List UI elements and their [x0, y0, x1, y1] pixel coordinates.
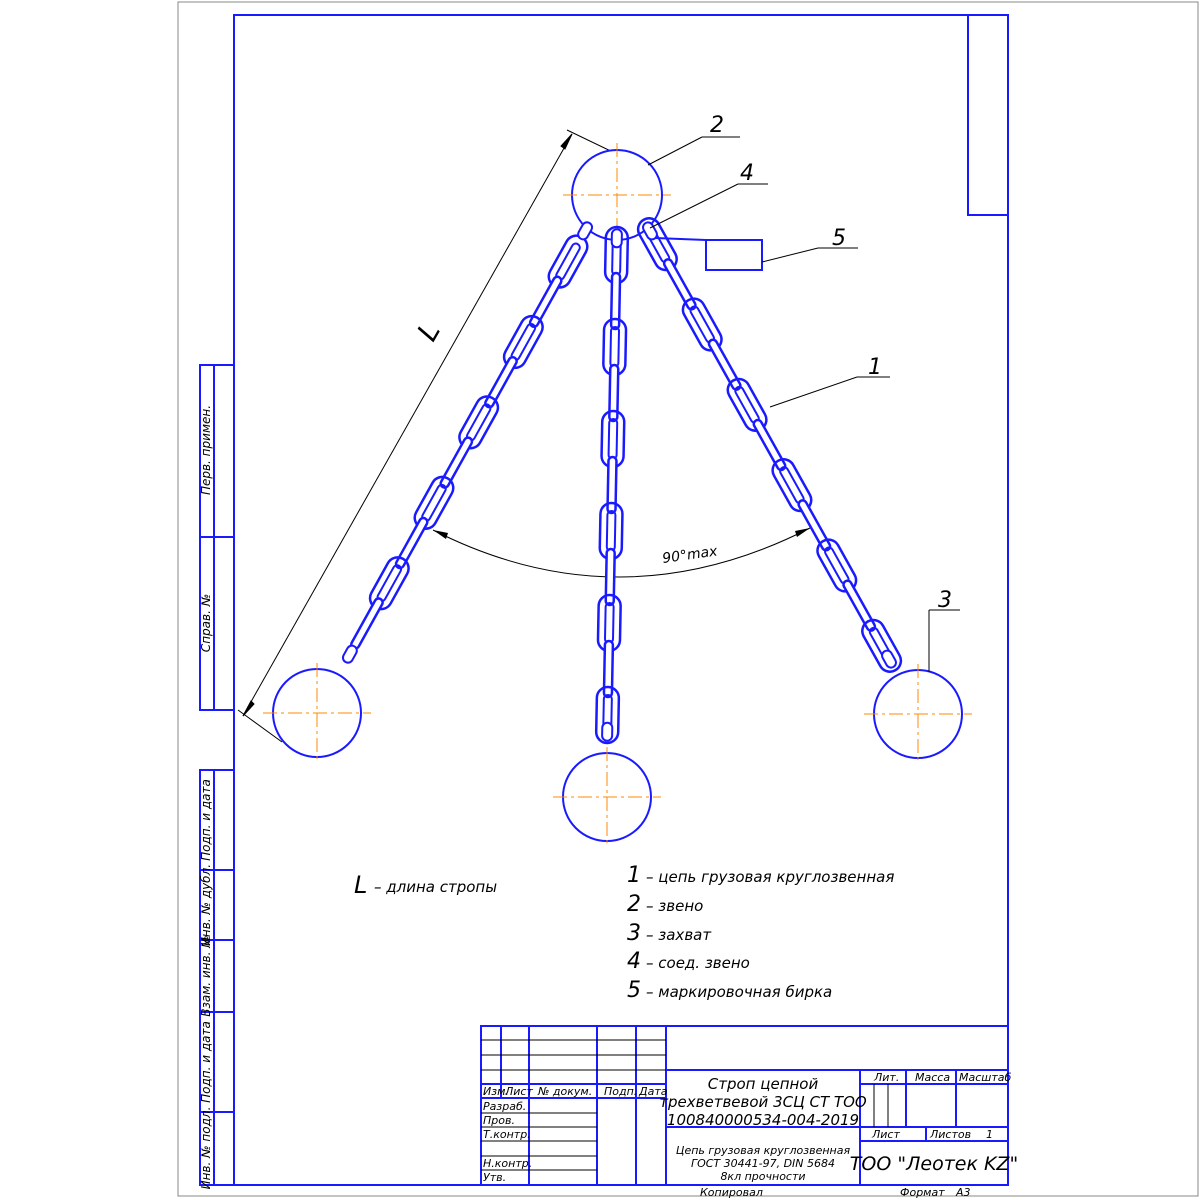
legend-text-5: – маркировочная бирка: [646, 983, 833, 1001]
side-stamp-labels: [199, 405, 213, 1189]
role-nkontr: Н.контр.: [483, 1157, 533, 1170]
col-dokum: № докум.: [538, 1085, 593, 1098]
connecting-link: [576, 221, 593, 242]
title-name-line-2: трехветвевой 3СЦ СТ ТОО: [659, 1093, 867, 1111]
hook-right: [864, 664, 972, 764]
chain-link-inner: [376, 564, 402, 603]
hook-left: [263, 663, 371, 763]
chain-link-inner: [689, 305, 715, 344]
chain-leg-center: [596, 227, 628, 743]
stamp-podp-data-1: Подп. и дата: [199, 779, 213, 861]
stamp-inv-dubl: Инв. № дубл.: [199, 863, 213, 947]
company-name: ТОО "Леотек KZ": [849, 1153, 1019, 1175]
chain-link-side: [842, 579, 876, 632]
material-line-3: 8кл прочности: [720, 1170, 806, 1183]
chain-link-side: [439, 436, 473, 489]
legend-text-4: – соед. звено: [646, 954, 750, 972]
chain-link-inner: [510, 323, 536, 362]
role-utv: Утв.: [483, 1171, 507, 1184]
scale-label: Масштаб: [959, 1071, 1012, 1084]
col-data: Дата: [639, 1085, 668, 1098]
hook-center: [553, 747, 661, 847]
chain-link-inner: [779, 466, 805, 505]
length-note: [354, 871, 497, 899]
title-name-line-3: 100840000534-004-2019: [666, 1111, 860, 1129]
format-value: А3: [956, 1186, 971, 1199]
chain-link-inner: [824, 546, 850, 585]
stamp-sprav-nomer: Справ. №: [199, 593, 213, 653]
chain-link-inner: [605, 603, 614, 643]
top-right-box: [968, 15, 1008, 215]
callout-3: 3: [938, 588, 952, 613]
legend-num-1: 1: [627, 863, 641, 888]
connecting-link: [341, 644, 358, 665]
lit-label: Лит.: [874, 1071, 900, 1084]
copied-label: Копировал: [700, 1186, 763, 1199]
legend-num-2: 2: [627, 892, 641, 917]
chain-leg-left: [341, 221, 594, 665]
stamp-vzam-inv: Взам. инв. №: [199, 935, 213, 1017]
stamp-perv-primen: Перв. примен.: [199, 404, 213, 496]
connecting-link: [602, 723, 612, 741]
chain-link-side: [350, 597, 384, 650]
material-line-2: ГОСТ 30441-97, DIN 5684: [690, 1157, 836, 1170]
callout-leaders: [648, 137, 960, 672]
legend-text-2: – звено: [646, 897, 704, 915]
mass-label: Масса: [915, 1071, 951, 1084]
chain-link-side: [663, 258, 697, 311]
col-podp: Подп.: [604, 1085, 638, 1098]
chain-link-side: [395, 517, 429, 570]
sheets-count: 1: [986, 1128, 993, 1141]
chain-link-side: [752, 419, 786, 472]
chain-link-inner: [734, 385, 760, 424]
col-izm: Изм.: [483, 1085, 509, 1098]
legend-text-1: – цепь грузовая круглозвенная: [646, 868, 895, 886]
chain-link-side: [484, 356, 518, 409]
sheet-label: Лист: [872, 1128, 900, 1141]
legend-num-5: 5: [627, 978, 641, 1003]
length-note-text: – длина стропы: [374, 878, 498, 896]
chain-link-side: [708, 338, 742, 391]
chain-link-inner: [607, 511, 616, 551]
format-label: Формат: [900, 1186, 945, 1199]
connecting-link: [612, 229, 622, 247]
length-note-symbol: L: [354, 871, 368, 899]
legend-text-3: – захват: [646, 926, 712, 944]
trim-border: [178, 2, 1198, 1196]
sheets-label: Листов: [930, 1128, 972, 1141]
callout-5: 5: [832, 226, 846, 251]
angle-label: 90°max: [661, 543, 719, 567]
chain-leg-right: [634, 214, 905, 675]
callout-1: 1: [868, 355, 882, 380]
stamp-podp-data-2: Подп. и дата: [199, 1021, 213, 1103]
length-label: L: [410, 316, 447, 347]
callout-2: 2: [710, 113, 724, 138]
role-tkontr: Т.контр.: [483, 1128, 531, 1141]
parts-legend: [627, 863, 894, 1003]
chain-sling-drawing: [238, 113, 972, 847]
chain-link-inner: [609, 419, 618, 459]
connecting-link: [880, 649, 898, 670]
chain-link-inner: [610, 327, 619, 367]
chain-link-side: [529, 275, 563, 328]
chain-legs: [341, 214, 905, 743]
col-list: Лист: [505, 1085, 533, 1098]
title-name-line-1: Строп цепной: [707, 1075, 819, 1093]
material-line-1: Цепь грузовая круглозвенная: [675, 1144, 851, 1157]
legend-num-4: 4: [627, 949, 641, 974]
chain-link: [858, 616, 905, 676]
legend-num-3: 3: [627, 921, 641, 946]
callout-4: 4: [740, 161, 754, 186]
chain-link-side: [797, 499, 831, 552]
stamp-inv-podl: Инв. № подл.: [199, 1106, 213, 1190]
chain-link-inner: [465, 403, 491, 442]
role-prov: Пров.: [483, 1114, 515, 1127]
chain-link-inner: [421, 483, 447, 522]
chain-link-inner: [555, 242, 581, 281]
title-block: [481, 1026, 1018, 1185]
role-razrab: Разраб.: [483, 1100, 527, 1113]
